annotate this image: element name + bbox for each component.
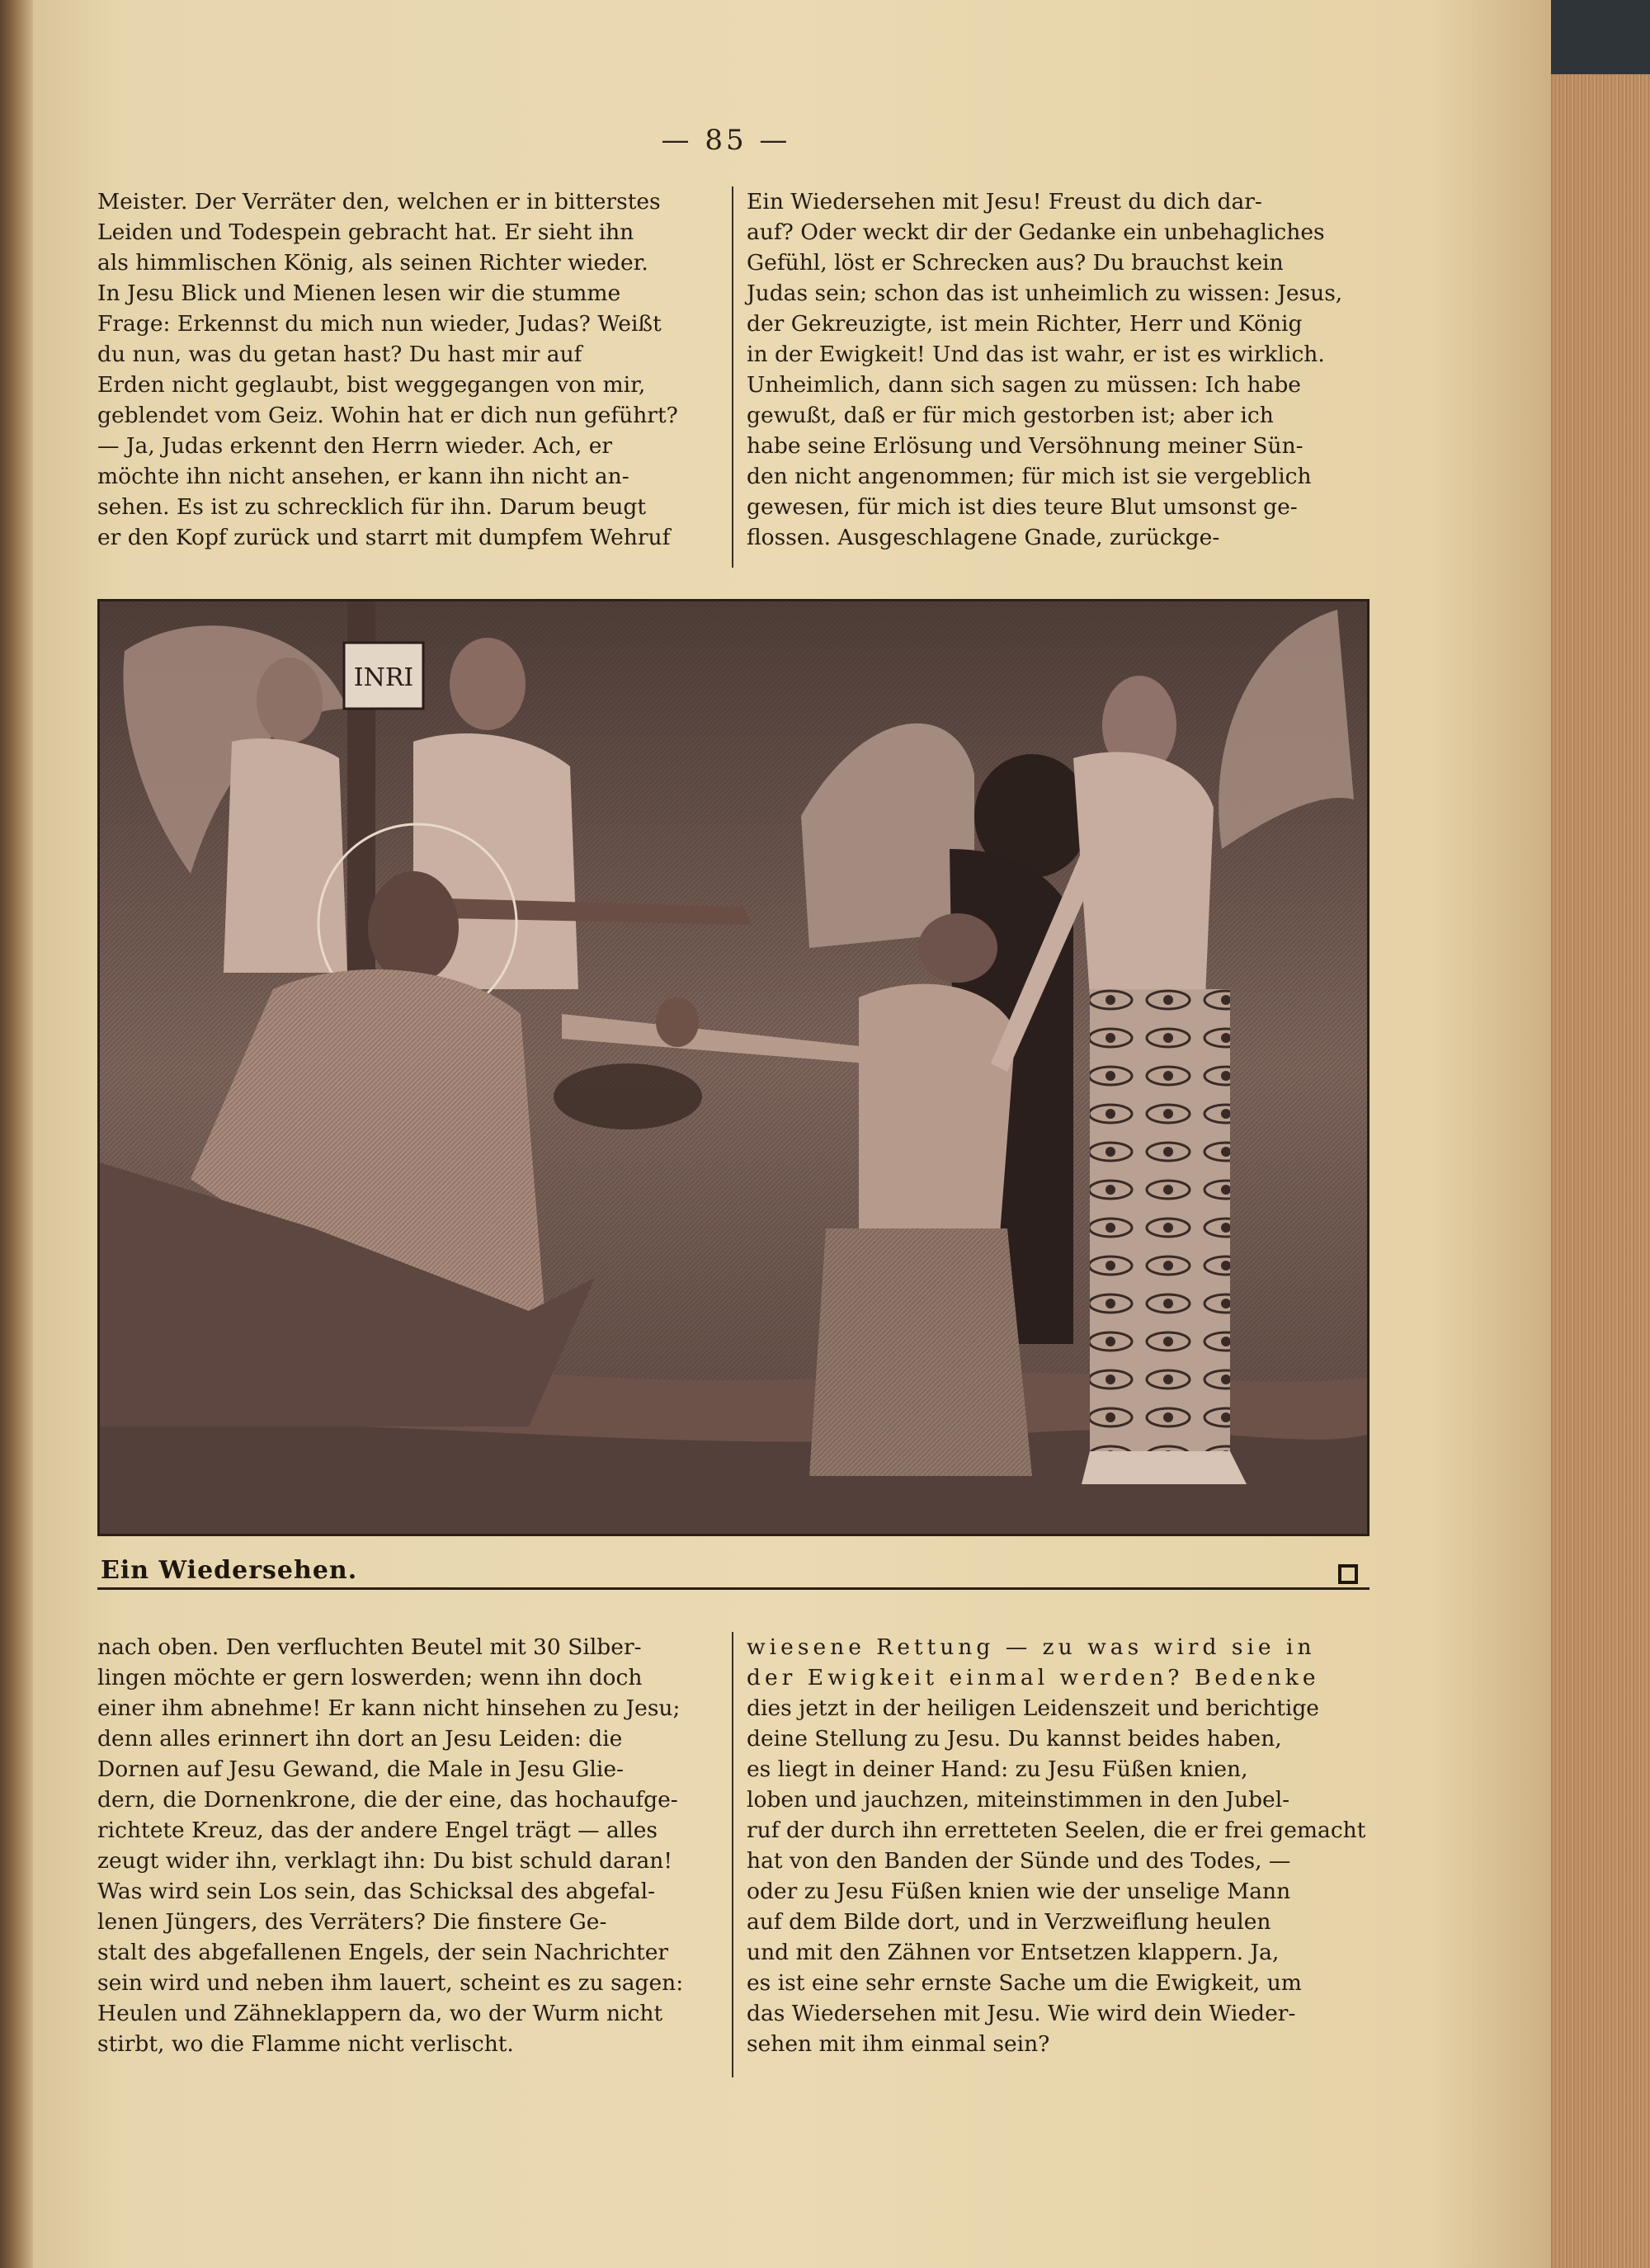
text-line: lenen Jüngers, des Verräters? Die finstere Ge-	[97, 1909, 607, 1935]
text-line: gewußt, daß er für mich gestorben ist; aber ich	[747, 403, 1274, 428]
text-column-bottom-right	[747, 1632, 1367, 2094]
jesus-head	[368, 871, 459, 983]
column-divider	[732, 186, 733, 568]
text-line: oder zu Jesu Füßen knien wie der unselige Mann	[747, 1879, 1291, 1904]
text-line: Ein Wiedersehen mit Jesu! Freust du dich dar-	[747, 189, 1262, 215]
text-line: das Wiedersehen mit Jesu. Wie wird dein Wieder-	[747, 2001, 1296, 2026]
text-line: hat von den Banden der Sünde und des Todes, —	[747, 1848, 1291, 1874]
text-line: wiesene Rettung — zu was wird sie in	[747, 1634, 1316, 1660]
text-line: flossen. Ausgeschlagene Gnade, zurückge-	[747, 525, 1220, 550]
text-line: als himmlischen König, als seinen Richter wieder.	[97, 250, 648, 276]
text-line: du nun, was du getan hast? Du hast mir auf	[97, 342, 582, 367]
page-block-edge	[1551, 74, 1650, 2268]
book-cover	[1551, 0, 1650, 83]
text-line: den nicht angenommen; für mich ist sie vergeblich	[747, 464, 1312, 489]
text-line: stirbt, wo die Flamme nicht verlischt.	[97, 2031, 514, 2057]
engraving-illustration	[97, 599, 1370, 1536]
text-line: sein wird und neben ihm lauert, scheint es zu sagen:	[97, 1970, 684, 1996]
text-column-top-right	[747, 186, 1367, 574]
text-line: lingen möchte er gern loswerden; wenn ihn doch	[97, 1665, 643, 1690]
illustration-caption: Ein Wiedersehen.	[101, 1556, 358, 1585]
text-line: Gefühl, löst er Schrecken aus? Du brauchst kein	[747, 250, 1284, 276]
text-line: nach oben. Den verfluchten Beutel mit 30 Silber-	[97, 1634, 642, 1660]
text-line: und mit den Zähnen vor Entsetzen klappern. Ja,	[747, 1940, 1280, 1965]
text-line: loben und jauchzen, miteinstimmen in den Jubel-	[747, 1787, 1290, 1813]
text-line: einer ihm abnehme! Er kann nicht hinsehen zu Jesu;	[97, 1695, 681, 1721]
money-bag	[656, 997, 699, 1047]
engraving-scene	[100, 601, 1367, 1534]
text-line: möchte ihn nicht ansehen, er kann ihn nicht an-	[97, 464, 629, 489]
judas-head	[918, 913, 997, 983]
text-line: stalt des abgefallenen Engels, der sein Nachrichter	[97, 1940, 669, 1965]
text-line: dern, die Dornenkrone, die der eine, das hochaufge-	[97, 1787, 678, 1813]
text-line: gewesen, für mich ist dies teure Blut umsonst ge-	[747, 494, 1298, 520]
text-line: es liegt in deiner Hand: zu Jesu Füßen knien,	[747, 1756, 1248, 1782]
text-line: Meister. Der Verräter den, welchen er in bitterstes	[97, 189, 661, 215]
judas-torso	[859, 984, 1016, 1245]
text-line: Leiden und Todespein gebracht hat. Er sieht ihn	[97, 219, 634, 245]
text-line: sehen. Es ist zu schrecklich für ihn. Darum beugt	[97, 494, 647, 520]
text-line: auf? Oder weckt dir der Gedanke ein unbehagliches	[747, 219, 1325, 245]
text-line: Judas sein; schon das ist unheimlich zu wissen: Jesus,	[747, 281, 1343, 306]
text-line: In Jesu Blick und Mienen lesen wir die stumme	[97, 281, 621, 306]
text-line: es ist eine sehr ernste Sache um die Ewigkeit, um	[747, 1970, 1302, 1996]
text-column-top-left	[97, 186, 718, 574]
text-line: habe seine Erlösung und Versöhnung meiner Sün-	[747, 433, 1304, 459]
text-line: ruf der durch ihn erretteten Seelen, die er frei gemacht	[747, 1818, 1366, 1843]
text-column-bottom-left	[97, 1632, 718, 2094]
text-line: er den Kopf zurück und starrt mit dumpfem Wehruf	[97, 525, 671, 550]
inri-text: INRI	[353, 663, 414, 692]
text-line: der Gekreuzigte, ist mein Richter, Herr und König	[747, 311, 1303, 337]
page-number: — 85 —	[661, 124, 791, 157]
text-line: Dornen auf Jesu Gewand, die Male in Jesu Glie-	[97, 1756, 624, 1782]
caption-square-mark	[1338, 1564, 1358, 1584]
text-line: Erden nicht geglaubt, bist weggegangen von mir,	[97, 372, 646, 398]
angel-left-body	[224, 738, 347, 973]
text-line: der Ewigkeit einmal werden? Bedenke	[747, 1665, 1320, 1690]
text-line: Heulen und Zähneklappern da, wo der Wurm nicht	[97, 2001, 663, 2026]
text-line: deine Stellung zu Jesu. Du kannst beides haben,	[747, 1726, 1282, 1752]
caption-rule	[97, 1587, 1370, 1590]
text-line: auf dem Bilde dort, und in Verzweiflung heulen	[747, 1909, 1271, 1935]
text-line: geblendet vom Geiz. Wohin hat er dich nun geführt?	[97, 403, 678, 428]
column-divider	[732, 1632, 733, 2077]
text-line: Unheimlich, dann sich sagen zu müssen: Ich habe	[747, 372, 1301, 398]
text-line: dies jetzt in der heiligen Leidenszeit und berichtige	[747, 1695, 1319, 1721]
text-line: in der Ewigkeit! Und das ist wahr, er ist es wirklich.	[747, 342, 1325, 367]
book-spine-edge	[0, 0, 33, 2268]
text-line: Frage: Erkennst du mich nun wieder, Judas? Weißt	[97, 311, 662, 337]
text-line: denn alles erinnert ihn dort an Jesu Leiden: die	[97, 1726, 623, 1752]
text-line: — Ja, Judas erkennt den Herrn wieder. Ach, er	[97, 433, 613, 459]
eye-patterned-robe	[1090, 989, 1230, 1451]
text-line: Was wird sein Los sein, das Schicksal des abgefal-	[97, 1879, 656, 1904]
text-line: zeugt wider ihn, verklagt ihn: Du bist schuld daran!	[97, 1848, 672, 1874]
text-line: sehen mit ihm einmal sein?	[747, 2031, 1050, 2057]
text-line: richtete Kreuz, das der andere Engel trägt — alles	[97, 1818, 658, 1843]
